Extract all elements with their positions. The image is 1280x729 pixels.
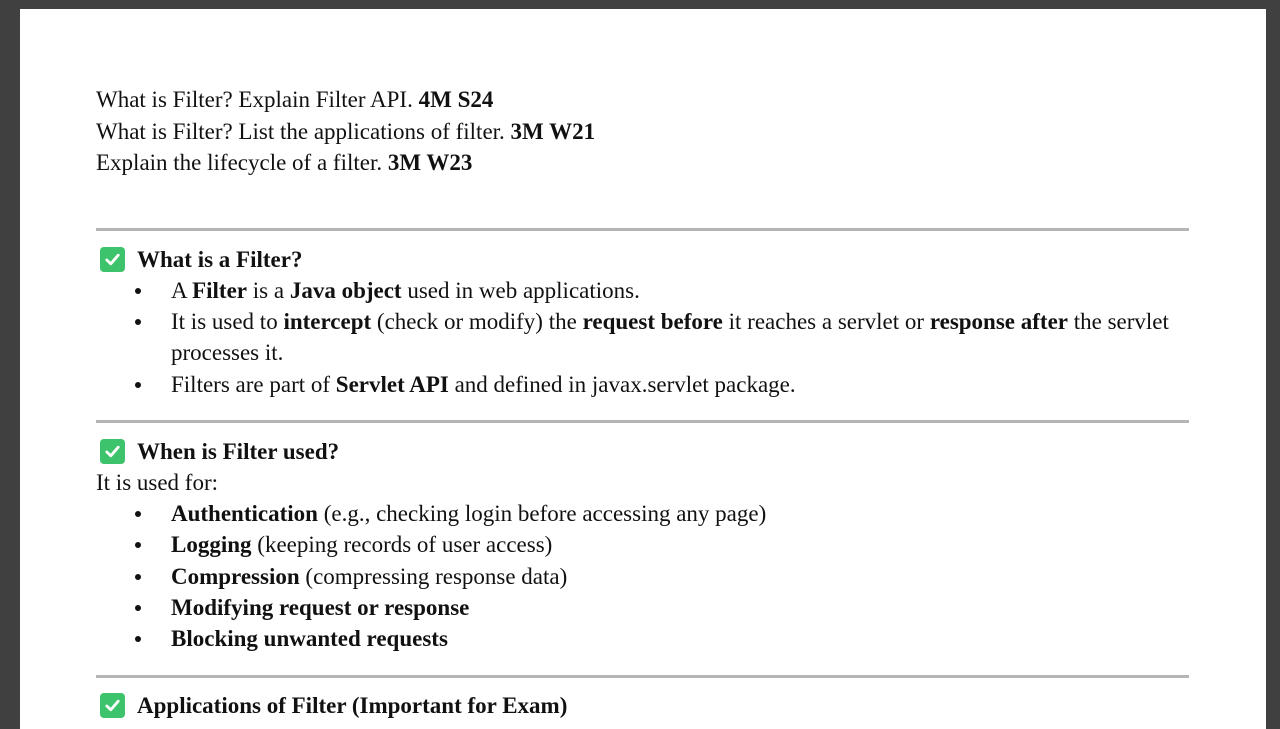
section-intro: It is used for: xyxy=(96,470,219,495)
list-item: A Filter is a Java object used in web applications. xyxy=(96,275,1190,306)
bullet-list xyxy=(96,498,1190,654)
question-tag: 4M S24 xyxy=(418,87,494,112)
divider xyxy=(96,675,1189,678)
bullet-list xyxy=(96,275,1190,400)
exam-questions xyxy=(96,84,595,179)
section-applications xyxy=(96,690,1190,721)
list-item: Authentication (e.g., checking login before accessing any page) xyxy=(96,498,1190,529)
section-when-used xyxy=(96,436,1190,654)
question-line: Explain the lifecycle of a filter. 3M W23 xyxy=(96,150,473,175)
question-line: What is Filter? Explain Filter API. 4M S24 xyxy=(96,87,494,112)
list-item: It is used to intercept (check or modify) the request before it reaches a servlet or response after the servlet processes it. xyxy=(96,306,1190,368)
document-page xyxy=(20,9,1266,729)
list-item: Compression (compressing response data) xyxy=(96,561,1190,592)
divider xyxy=(96,420,1189,423)
list-item: Filters are part of Servlet API and defined in javax.servlet package. xyxy=(96,369,1190,400)
list-item: Logging (keeping records of user access) xyxy=(96,529,1190,560)
list-item: Modifying request or response xyxy=(96,592,1190,623)
check-box-icon xyxy=(100,693,125,718)
check-box-icon xyxy=(100,439,125,464)
section-what-is-filter xyxy=(96,244,1190,400)
question-tag: 3M W21 xyxy=(510,118,596,144)
section-heading: What is a Filter? xyxy=(96,244,1190,275)
check-box-icon xyxy=(100,247,125,272)
question-tag: 3M W23 xyxy=(387,150,473,175)
list-item: Blocking unwanted requests xyxy=(96,623,1190,654)
question-line: What is Filter? List the applications of filter. 3M W21 xyxy=(96,118,596,144)
divider xyxy=(96,228,1189,231)
section-heading: When is Filter used? xyxy=(96,436,1190,467)
section-heading: Applications of Filter (Important for Exam) xyxy=(96,690,1190,721)
